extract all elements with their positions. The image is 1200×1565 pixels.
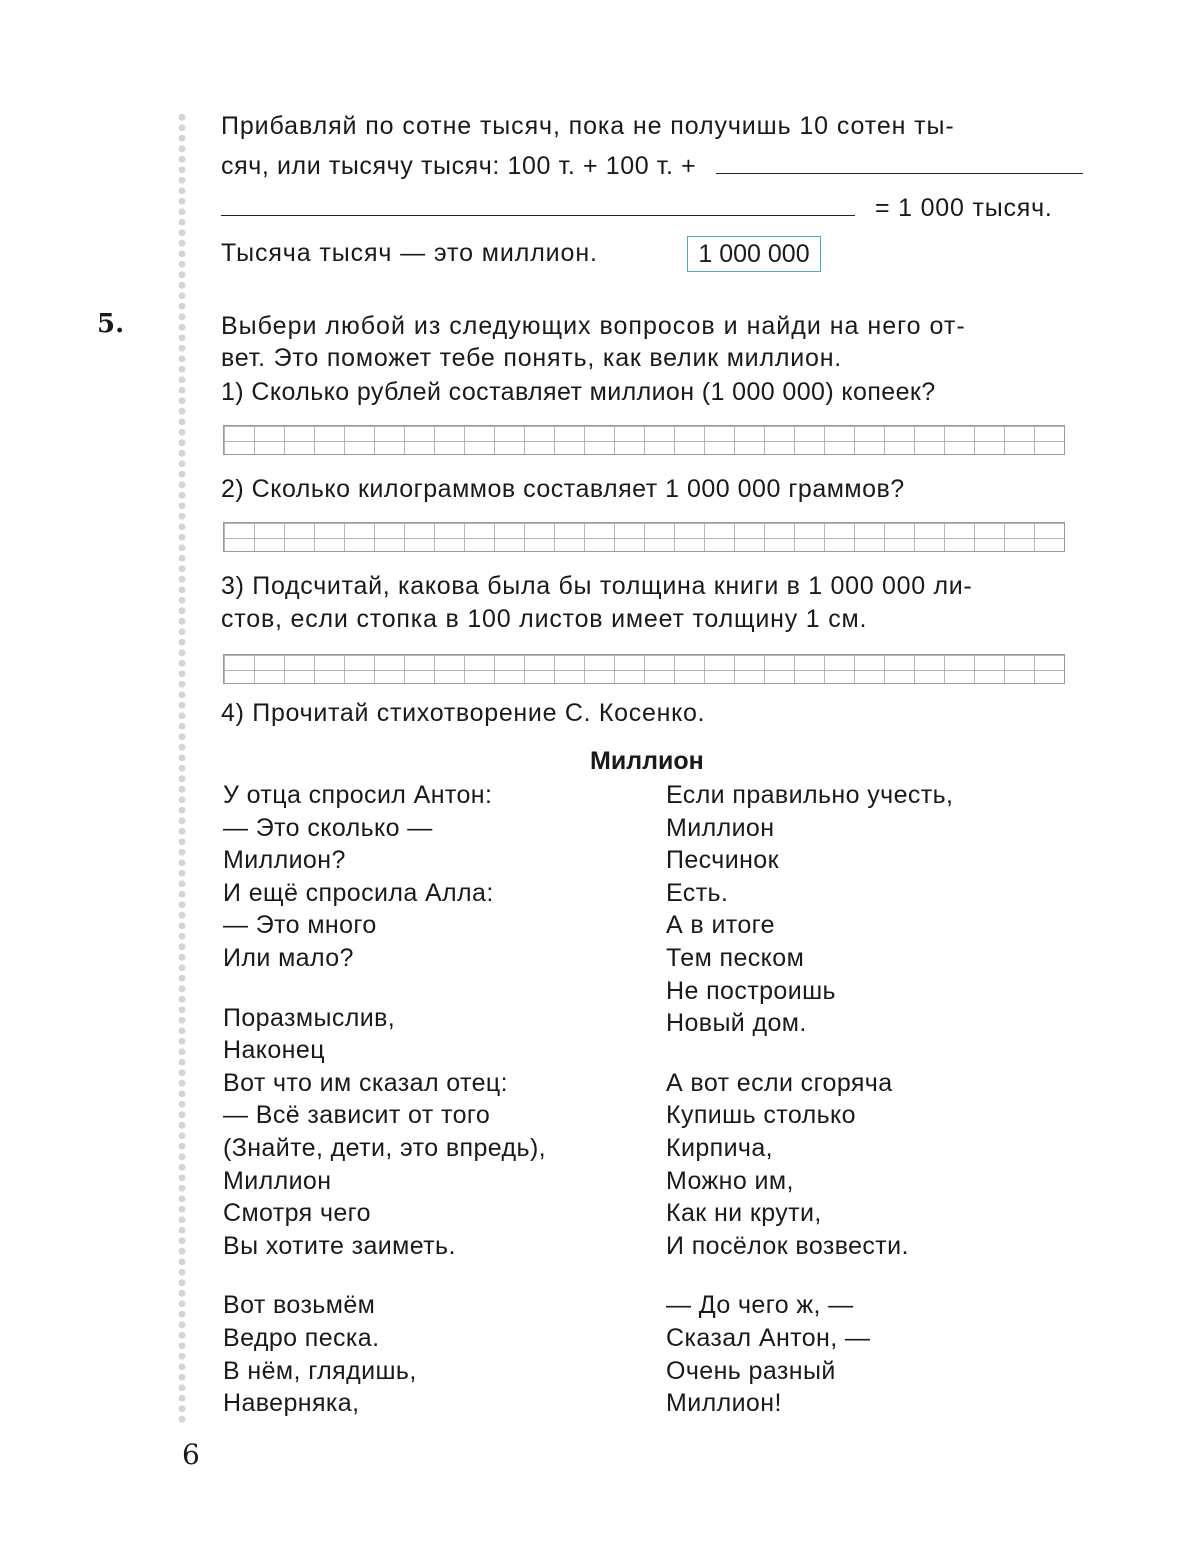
poem-line: Песчинок	[666, 846, 779, 875]
answer-grid-2[interactable]	[223, 522, 1065, 552]
poem-line: Очень разный	[666, 1356, 836, 1385]
poem-line: А в итоге	[666, 911, 775, 940]
poem-line: Вы хотите заиметь.	[223, 1231, 456, 1260]
margin-dots	[177, 112, 187, 1424]
intro-line-2-text: сяч, или тысячу тысяч: 100 т. + 100 т. +	[221, 152, 697, 180]
poem-line: Смотря чего	[223, 1199, 371, 1228]
poem-line: Купишь столько	[666, 1101, 856, 1130]
poem-line: Как ни крути,	[666, 1199, 822, 1228]
poem-line: И ещё спросила Алла:	[223, 878, 494, 907]
intro-line-1: Прибавляй по сотне тысяч, пока не получишь 10 сотен ты-	[221, 112, 955, 140]
poem-line: Ведро песка.	[223, 1323, 380, 1352]
poem-left-column	[223, 779, 546, 1420]
poem-line: В нём, глядишь,	[223, 1356, 417, 1385]
question-3-line-1: 3) Подсчитай, какова была бы толщина книги в 1 000 000 ли-	[221, 572, 973, 600]
poem-line: — Это сколько —	[223, 813, 433, 842]
poem-line: — До чего ж, —	[666, 1291, 854, 1320]
answer-blank-1[interactable]	[716, 153, 1083, 174]
poem-line: — Это много	[223, 911, 377, 940]
answer-grid-3[interactable]	[223, 654, 1065, 684]
question-2: 2) Сколько килограммов составляет 1 000 000 граммов?	[221, 475, 905, 503]
million-number-box: 1 000 000	[687, 236, 821, 272]
poem-line: Есть.	[666, 878, 729, 907]
poem-line: Не построишь	[666, 976, 836, 1005]
page-number: 6	[182, 1438, 200, 1471]
poem-line: Наконец	[223, 1036, 325, 1065]
intro-line-4: Тысяча тысяч — это миллион.	[221, 239, 598, 267]
poem-line: Миллион	[666, 813, 775, 842]
poem-right-column	[666, 779, 953, 1420]
question-1: 1) Сколько рублей составляет миллион (1 000 000) копеек?	[221, 378, 936, 406]
poem-line: Новый дом.	[666, 1009, 807, 1038]
answer-blank-2[interactable]	[221, 195, 855, 216]
poem-line: Вот что им сказал отец:	[223, 1068, 508, 1097]
poem-line: Миллион!	[666, 1389, 782, 1418]
answer-grid-1[interactable]	[223, 425, 1065, 455]
poem-line: Или мало?	[223, 943, 354, 972]
poem-line: Тем песком	[666, 943, 805, 972]
question-3-line-2: стов, если стопка в 100 листов имеет толщину 1 см.	[221, 605, 868, 633]
poem-line: Сказал Антон, —	[666, 1323, 871, 1352]
poem-line: Миллион?	[223, 846, 346, 875]
poem-line: Поразмыслив,	[223, 1003, 396, 1032]
question-4: 4) Прочитай стихотворение С. Косенко.	[221, 699, 706, 727]
poem-title: Миллион	[590, 747, 704, 775]
poem-line: Миллион	[223, 1166, 332, 1195]
poem-line: И посёлок возвести.	[666, 1231, 909, 1260]
poem-line: А вот если сгоряча	[666, 1068, 893, 1097]
poem-line: (Знайте, дети, это впредь),	[223, 1133, 547, 1162]
intro-line-3	[221, 192, 1083, 224]
poem-line: У отца спросил Антон:	[223, 781, 493, 809]
task-number: 5.	[97, 309, 125, 339]
intro-line-3-text: = 1 000 тысяч.	[875, 194, 1053, 222]
poem-line: Наверняка,	[223, 1389, 360, 1418]
task-intro-line-2: вет. Это поможет тебе понять, как велик миллион.	[221, 344, 843, 372]
poem-line: Кирпича,	[666, 1133, 774, 1162]
task-intro-line-1: Выбери любой из следующих вопросов и найди на него от-	[221, 312, 966, 340]
poem-line: — Всё зависит от того	[223, 1101, 491, 1130]
poem-line: Если правильно учесть,	[666, 781, 954, 809]
poem-line: Можно им,	[666, 1166, 794, 1195]
poem-line: Вот возьмём	[223, 1291, 376, 1320]
intro-line-2	[221, 150, 1083, 182]
